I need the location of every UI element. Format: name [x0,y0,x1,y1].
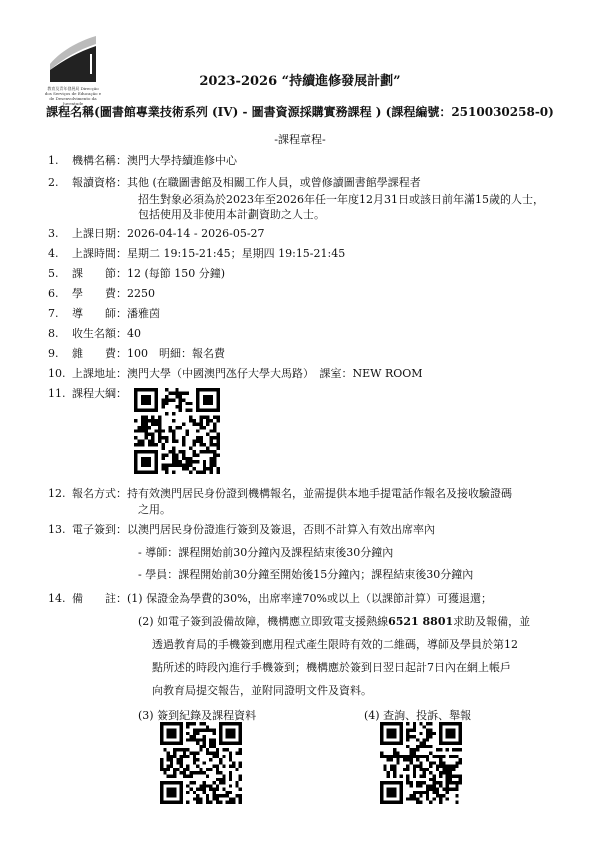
item-institution: 1. 機構名稱：澳門大學持續進修中心 [48,154,237,167]
remark-2-line-1: (2) 如電子簽到設備故障，機構應立即致電支援熱線6521 8801求助及報備，並 [138,615,531,628]
signin-instructor-line: - 導師：課程開始前30分鐘內及課程結束後30分鐘內 [138,546,394,559]
rules-heading: -課程章程- [274,133,326,146]
remark-2-line-4: 向教育局提交報告，並附同證明文件及資料。 [152,684,372,697]
item-times: 4. 上課時間：星期二 19:15-21:45；星期四 19:15-21:45 [48,247,346,260]
item-remarks: 14. 備 註：(1) 保證金為學費的30%，出席率達70%或以上（以課節計算）可獲退還； [48,592,492,605]
course-name: 課程名稱(圖書館專業技術系列 (IV) - 圖書資源採購實務課程 ) (課程編號：2510030258-0) [46,105,554,119]
logo-caption: 教育及青年發展局 Direcção dos Serviços de Educação e de Desenvolvimento da Juventude [44,86,102,106]
remark-2-line-2: 透過教育局的手機簽到應用程式產生限時有效的二維碼，導師及學員於第12 [152,638,518,651]
signin-records-caption: (3) 簽到紀錄及課程資料 [138,709,257,722]
item-sessions: 5. 課 節：12 (每節 150 分鐘) [48,267,226,280]
program-title: 2023-2026 “持續進修發展計劃” [199,74,401,89]
outline-qr-code-icon[interactable] [134,388,220,474]
item-misc-fee: 9. 雜 費：100 明細：報名費 [48,347,225,360]
enquiry-qr-code-icon[interactable] [380,722,462,804]
item-e-signin: 13. 電子簽到：以澳門居民身份證進行簽到及簽退，否則不計算入有效出席率內 [48,523,435,536]
item-address: 10. 上課地址：澳門大學（中國澳門氹仔大學大馬路） 課室：NEW ROOM [48,367,423,380]
signin-records-qr-code-icon[interactable] [160,722,242,804]
item-registration: 12. 報名方式：持有效澳門居民身份證到機構報名，並需提供本地手提電話作報名及接收驗證碼 [48,487,512,500]
eligibility-line-2: 招生對象必須為於2023年至2026年任一年度12月31日或該日前年滿15歲的人士， [138,193,544,206]
item-outline: 11. 課程大綱： [48,387,127,400]
registration-line-2: 之用。 [138,503,171,516]
support-hotline: 6521 8801 [388,615,454,628]
item-quota: 8. 收生名額：40 [48,327,141,340]
item-fee: 6. 學 費：2250 [48,287,155,300]
enquiry-caption: (4) 查詢、投訴、舉報 [364,709,472,722]
eligibility-line-3: 包括使用及非使用本計劃資助之人士。 [138,208,325,221]
item-instructor: 7. 導 師：潘雅茵 [48,307,160,320]
signin-student-line: - 學員：課程開始前30分鐘至開始後15分鐘內；課程結束後30分鐘內 [138,568,474,581]
item-dates: 3. 上課日期：2026-04-14 - 2026-05-27 [48,227,265,240]
item-eligibility: 2. 報讀資格：其他 (在職圖書館及相關工作人員，或曾修讀圖書館學課程者 [48,176,421,189]
remark-2-line-3: 點所述的時段內進行手機簽到；機構應於簽到日翌日起計7日內在網上帳戶 [152,661,511,674]
